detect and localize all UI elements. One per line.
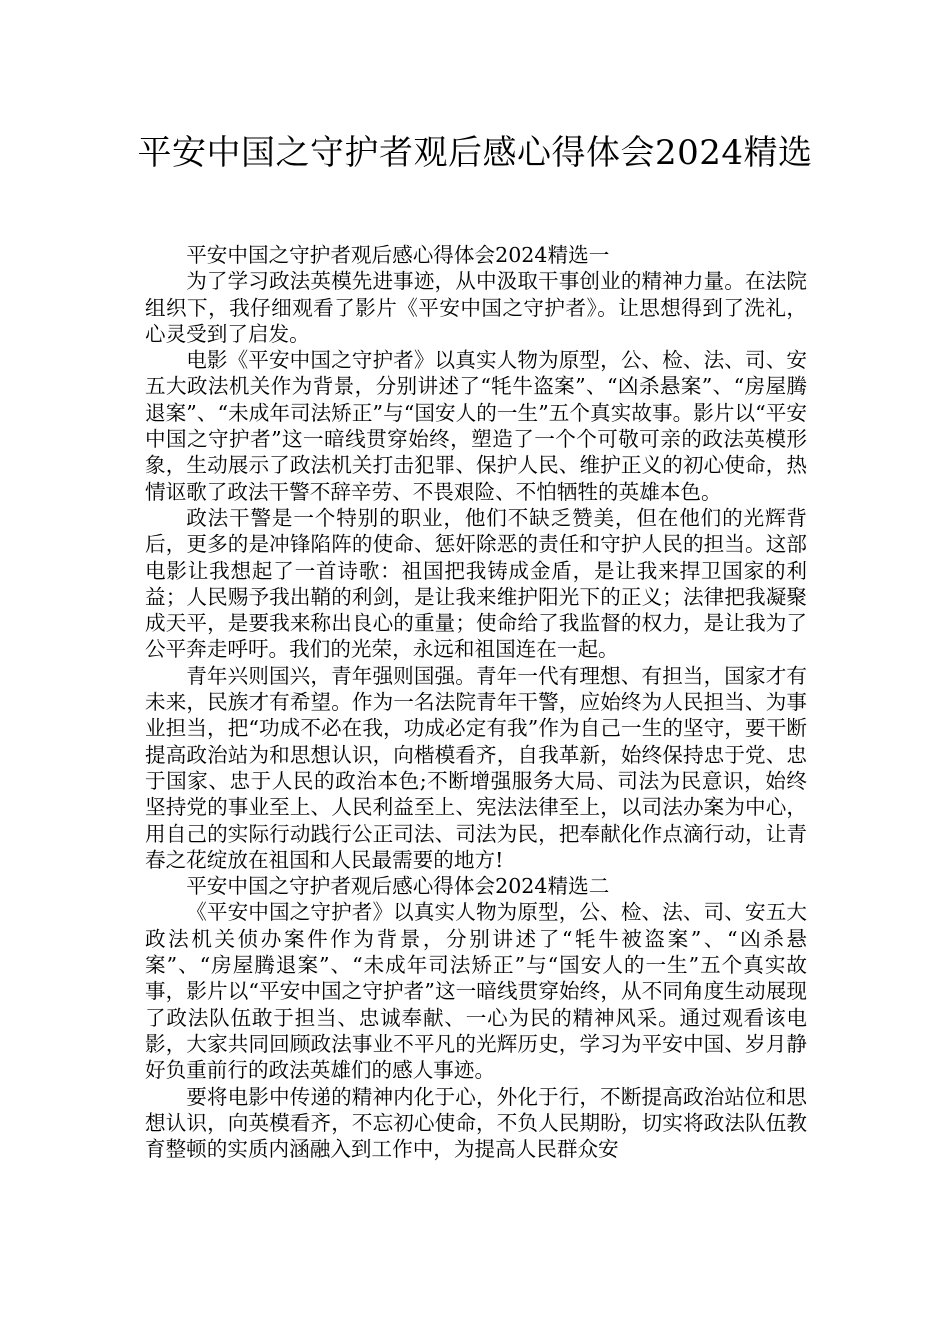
- paragraph: 要将电影中传递的精神内化于心，外化于行，不断提高政治站位和思想认识，向英模看齐，不忘初心使命，不负人民期盼，切实将政法队伍教育整顿的实质内涵融入到工作中，为提高人民群众安: [145, 1084, 807, 1162]
- paragraph: 电影《平安中国之守护者》以真实人物为原型，公、检、法、司、安五大政法机关作为背景，分别讲述了“牦牛盗案”、“凶杀悬案”、“房屋腾退案”、“未成年司法矫正”与“国安人的一生”五个真实故事。影片以“平安中国之守护者”这一暗线贯穿始终，塑造了一个个可敬可亲的政法英模形象，生动展示了政法机关打击犯罪、保护人民、维护正义的初心使命，热情讴歌了政法干警不辞辛劳、不畏艰险、不怕牺牲的英雄本色。: [145, 348, 807, 504]
- document-title: 平安中国之守护者观后感心得体会2024精选: [137, 133, 813, 173]
- section-heading-2: 平安中国之守护者观后感心得体会2024精选二: [186, 874, 610, 899]
- paragraph: 《平安中国之守护者》以真实人物为原型，公、检、法、司、安五大政法机关侦办案件作为背景，分别讲述了“牦牛被盗案”、“凶杀悬案”、“房屋腾退案”、“未成年司法矫正”与“国安人的一生”五个真实故事，影片以“平安中国之守护者”这一暗线贯穿始终，从不同角度生动展现了政法队伍敢于担当、忠诚奉献、一心为民的精神风采。通过观看该电影，大家共同回顾政法事业不平凡的光辉历史，学习为平安中国、岁月静好负重前行的政法英雄们的感人事迹。: [145, 900, 807, 1083]
- paragraph: 为了学习政法英模先进事迹，从中汲取干事创业的精神力量。在法院组织下，我仔细观看了影片《平安中国之守护者》。让思想得到了洗礼，心灵受到了启发。: [145, 269, 807, 346]
- paragraph: 青年兴则国兴，青年强则国强。青年一代有理想、有担当，国家才有未来，民族才有希望。作为一名法院青年干警，应始终为人民担当、为事业担当，把“功成不必在我，功成必定有我”作为自己一生的坚守，要干断提高政治站为和思想认识，向楷模看齐，自我革新，始终保持忠于党、忠于国家、忠于人民的政治本色;不断增强服务大局、司法为民意识，始终坚持党的事业至上、人民利益至上、宪法法律至上，以司法办案为中心，用自己的实际行动践行公正司法、司法为民，把奉献化作点滴行动，让青春之花绽放在祖国和人民最需要的地方!: [145, 663, 807, 872]
- section-heading-1: 平安中国之守护者观后感心得体会2024精选一: [186, 243, 610, 267]
- paragraph: 政法干警是一个特别的职业，他们不缺乏赞美，但在他们的光辉背后，更多的是冲锋陷阵的使命、惩奸除恶的责任和守护人民的担当。这部电影让我想起了一首诗歌：祖国把我铸成金盾，是让我来捍卫国家的利益；人民赐予我出鞘的利剑，是让我来维护阳光下的正义；法律把我凝聚成天平，是要我来称出良心的重量；使命给了我监督的权力，是让我为了公平奔走呼吁。我们的光荣，永远和祖国连在一起。: [145, 505, 807, 662]
- document-body: [145, 242, 807, 1162]
